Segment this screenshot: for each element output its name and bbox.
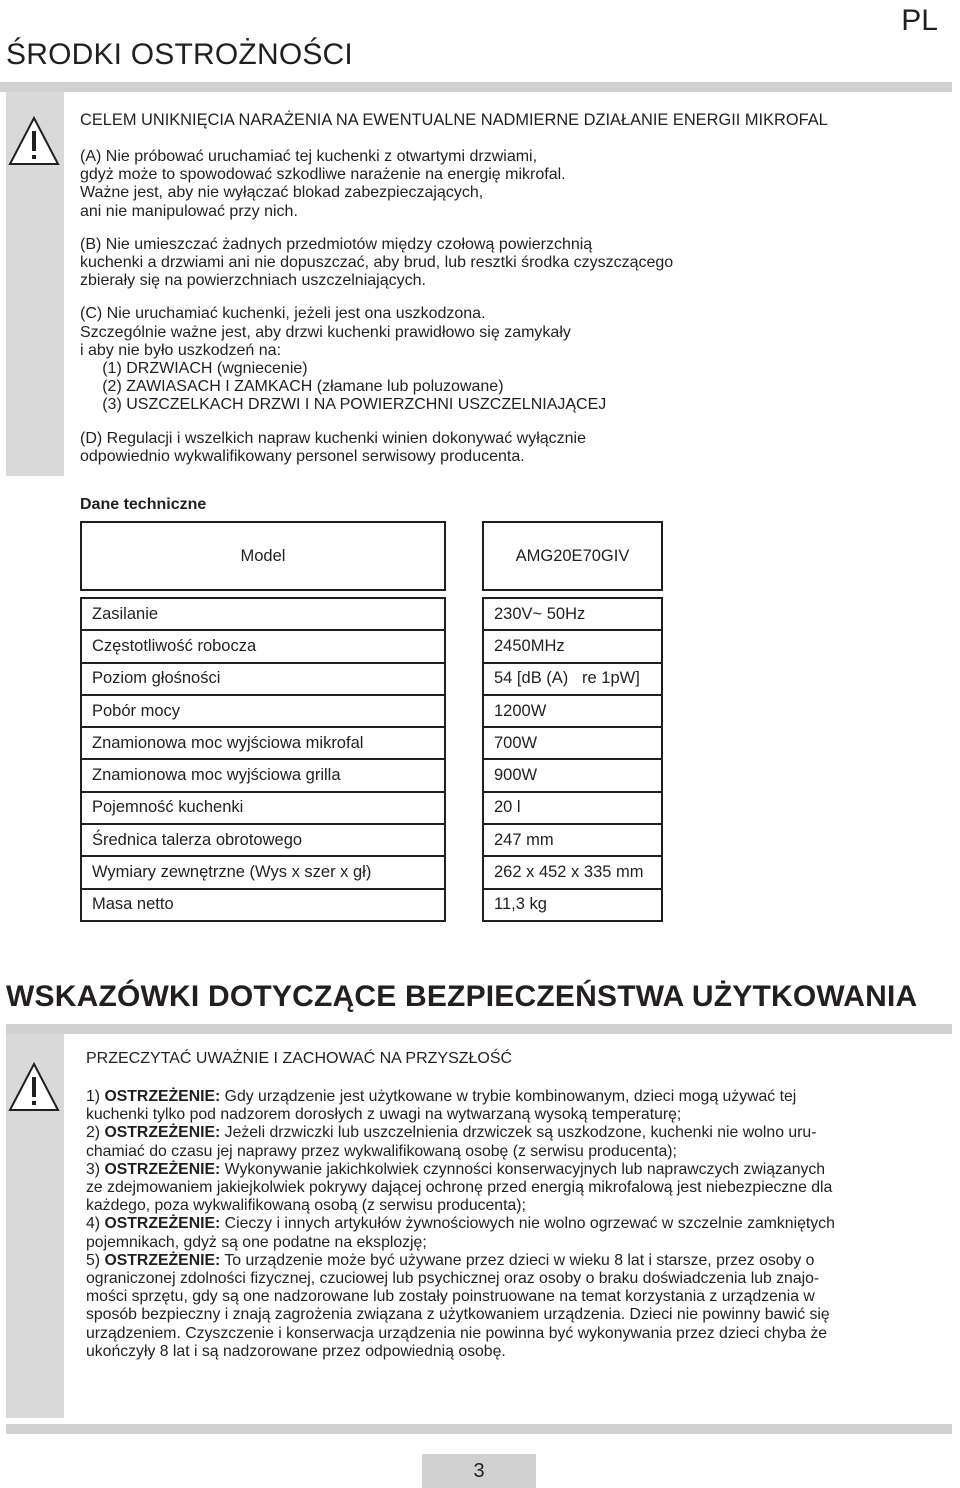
- safety-intro: PRZECZYTAĆ UWAŻNIE I ZACHOWAĆ NA PRZYSZŁOŚĆ: [86, 1050, 513, 1067]
- warning-number: 5): [86, 1251, 105, 1269]
- warning-line: sposób bezpieczny i znają zagrożenia związana z użytkowaniem urządzenia. Dzieci nie powinny bawić się: [86, 1306, 830, 1324]
- warning-line: [86, 1252, 835, 1270]
- spec-value: 230V~ 50Hz: [483, 598, 662, 630]
- table-row: [81, 727, 662, 759]
- warning-line: kuchenki tylko pod nadzorem dorosłych z uwagi na wytwarzaną wysoką temperaturę;: [86, 1106, 682, 1124]
- line: (A) Nie próbować uruchamiać tej kuchenki z otwartymi drzwiami,: [80, 148, 538, 165]
- footer-rule: [6, 1424, 952, 1434]
- page-number: 3: [422, 1454, 536, 1488]
- warning-text: Gdy urządzenie jest użytkowane w trybie kombinowanym, dzieci mogą używać tej: [220, 1088, 797, 1105]
- spec-value: 900W: [483, 759, 662, 791]
- warning-line: mości sprzętu, gdy są one nadzorowane lub zostały poinstruowane na temat korzystania z urządzenia w: [86, 1288, 815, 1306]
- specs-title: Dane techniczne: [80, 496, 207, 513]
- page-title: ŚRODKI OSTROŻNOŚCI: [6, 38, 353, 71]
- table-row: [81, 630, 662, 662]
- spec-value: 11,3 kg: [483, 889, 662, 921]
- warning-label: OSTRZEŻENIE:: [104, 1124, 221, 1142]
- line: kuchenki a drzwiami ani nie dopuszczać, aby brud, lub resztki środka czyszczącego: [80, 254, 674, 272]
- line: i aby nie było uszkodzeń na:: [80, 341, 282, 359]
- warnings-list: [86, 1088, 835, 1361]
- spec-value: 20 l: [483, 792, 662, 824]
- language-code: PL: [901, 4, 938, 37]
- section-heading: CELEM UNIKNIĘCIA NARAŻENIA NA EWENTUALNE NADMIERNE DZIAŁANIE ENERGII MIKROFAL: [80, 111, 828, 129]
- warning-number: 2): [86, 1124, 105, 1142]
- warning-line: ukończyły 8 lat i są nadzorowane przez odpowiednią osobę.: [86, 1342, 506, 1360]
- warning-line: [86, 1161, 835, 1179]
- spec-value: 700W: [483, 727, 662, 759]
- table-row: [81, 759, 662, 791]
- line: Ważne jest, aby nie wyłączać blokad zabezpieczających,: [80, 184, 484, 202]
- spec-label: Wymiary zewnętrzne (Wys x szer x gł): [81, 856, 445, 888]
- spec-value: 247 mm: [483, 824, 662, 856]
- title-rule: [0, 82, 952, 92]
- table-row: [81, 856, 662, 888]
- spec-label: Znamionowa moc wyjściowa mikrofal: [81, 727, 445, 759]
- warning-text: To urządzenie może być używane przez dzieci w wieku 8 lat i starsze, przez osoby o: [220, 1251, 815, 1269]
- warning-triangle-icon: [8, 1062, 60, 1112]
- warning-label: OSTRZEŻENIE:: [104, 1088, 221, 1105]
- spec-label: Masa netto: [81, 889, 445, 921]
- warning-line: ze zdejmowaniem jakiejkolwiek pokrywy dającej ochronę przed energią mikrofalową jest niebezpieczne dla: [86, 1179, 833, 1197]
- spec-label: Średnica talerza obrotowego: [81, 824, 445, 856]
- line: (3) USZCZELKACH DRZWI I NA POWIERZCHNI USZCZELNIAJĄCEJ: [80, 396, 607, 414]
- spec-value: 262 x 452 x 335 mm: [483, 856, 662, 888]
- warning-label: OSTRZEŻENIE:: [104, 1251, 221, 1269]
- spec-label: Pojemność kuchenki: [81, 792, 445, 824]
- warning-label: OSTRZEŻENIE:: [104, 1160, 221, 1178]
- warning-triangle-icon: [8, 116, 60, 166]
- safety-rule: [6, 1024, 952, 1034]
- line: Szczególnie ważne jest, aby drzwi kuchenki prawidłowo się zamykały: [80, 323, 571, 341]
- warning-text: Wykonywanie jakichkolwiek czynności konserwacyjnych lub naprawczych związanych: [220, 1160, 826, 1178]
- table-row: [81, 792, 662, 824]
- spec-value: 2450MHz: [483, 630, 662, 662]
- warning-line: ograniczonej zdolności fizycznej, czuciowej lub psychicznej oraz osoby o braku doświadczenia lub znajo-: [86, 1270, 820, 1288]
- warning-line: [86, 1124, 835, 1142]
- line: odpowiednio wykwalifikowany personel serwisowy producenta.: [80, 447, 525, 465]
- table-row: [81, 598, 662, 630]
- warning-label: OSTRZEŻENIE:: [104, 1215, 221, 1233]
- spec-label: Zasilanie: [81, 598, 445, 630]
- warning-line: pojemnikach, gdyż są one podatne na eksplozję;: [86, 1233, 427, 1251]
- line: (B) Nie umieszczać żadnych przedmiotów między czołową powierzchnią: [80, 235, 593, 253]
- line: (2) ZAWIASACH I ZAMKACH (złamane lub poluzowane): [80, 378, 504, 396]
- model-value: AMG20E70GIV: [483, 522, 662, 590]
- line: ani nie manipulować przy nich.: [80, 202, 298, 220]
- spec-label: Poziom głośności: [81, 663, 445, 695]
- spec-label: Pobór mocy: [81, 695, 445, 727]
- table-row: [81, 522, 662, 590]
- model-label: Model: [81, 522, 445, 590]
- warning-number: 3): [86, 1160, 105, 1178]
- line: zbierały się na powierzchniach uszczelniających.: [80, 272, 426, 290]
- spec-value: 1200W: [483, 695, 662, 727]
- warning-text: Jeżeli drzwiczki lub uszczelnienia drzwiczek są uszkodzone, kuchenki nie wolno uru-: [220, 1124, 817, 1142]
- precaution-a: [80, 148, 673, 466]
- warning-number: 4): [86, 1215, 105, 1233]
- line: (D) Regulacji i wszelkich napraw kuchenki winien dokonywać wyłącznie: [80, 429, 586, 447]
- warning-line: każdego, poza wykwalifikowaną osobą (z serwisu producenta);: [86, 1197, 526, 1215]
- warning-line: [86, 1088, 835, 1106]
- table-row: [81, 824, 662, 856]
- spec-value: 54 [dB (A) re 1pW]: [483, 663, 662, 695]
- line: (C) Nie uruchamiać kuchenki, jeżeli jest ona uszkodzona.: [80, 305, 486, 323]
- spec-table: [80, 521, 663, 922]
- safety-title: WSKAZÓWKI DOTYCZĄCE BEZPIECZEŃSTWA UŻYTKOWANIA: [6, 980, 918, 1013]
- warning-number: 1): [86, 1088, 105, 1105]
- spec-label: Znamionowa moc wyjściowa grilla: [81, 759, 445, 791]
- warning-line: chamiać do czasu jej naprawy przez wykwalifikowaną osobę (z serwisu producenta);: [86, 1142, 677, 1160]
- warning-line: [86, 1215, 835, 1233]
- warning-text: Cieczy i innych artykułów żywnościowych nie wolno ogrzewać w szczelnie zamkniętych: [220, 1215, 835, 1233]
- line: (1) DRZWIACH (wgniecenie): [80, 360, 308, 378]
- table-row: [81, 695, 662, 727]
- table-row: [81, 663, 662, 695]
- spec-label: Częstotliwość robocza: [81, 630, 445, 662]
- warning-line: urządzeniem. Czyszczenie i konserwacja urządzenia nie powinna być wykonywania przez dzieci chyba że: [86, 1324, 828, 1342]
- table-row: [81, 889, 662, 921]
- line: gdyż może to spowodować szkodliwe narażenie na energię mikrofal.: [80, 166, 566, 184]
